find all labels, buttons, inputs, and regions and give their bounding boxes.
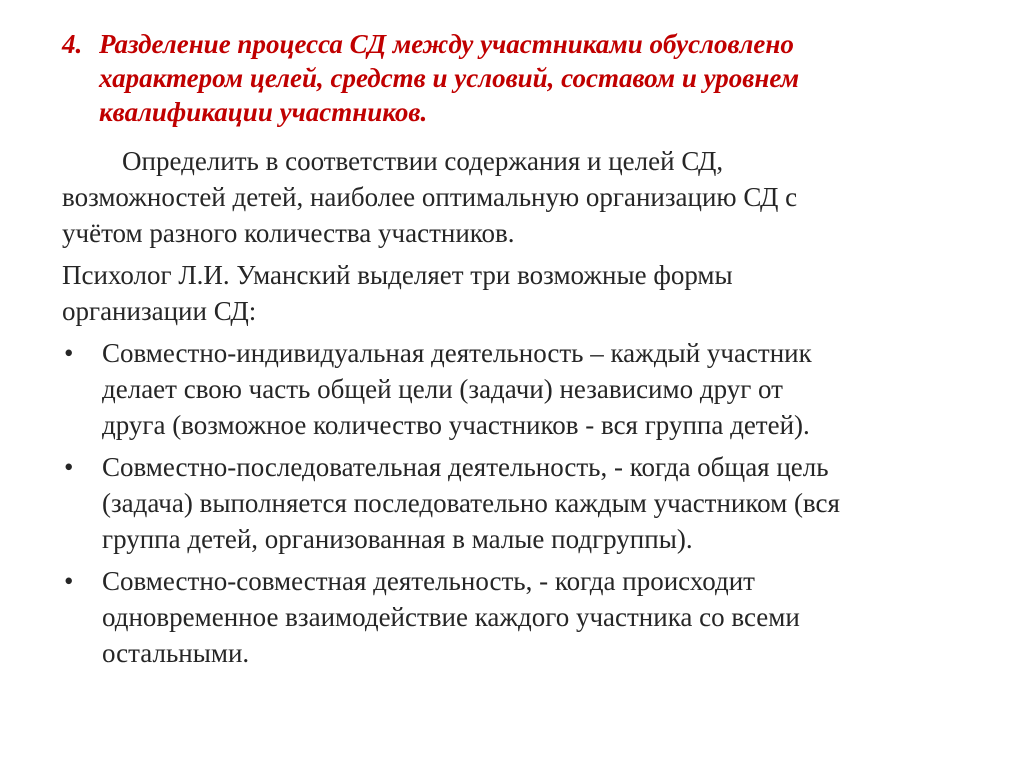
list-item-text [102,563,1002,671]
list-item [62,335,1002,443]
intro-line: возможностей детей, наиболее оптимальную организацию СД с [62,182,798,212]
psychologist-line: Психолог Л.И. Уманский выделяет три возможные формы [62,260,733,290]
list-item-line: остальными. [102,638,250,668]
list-item [62,449,1002,557]
list-item-text [102,335,1002,443]
slide-body [62,143,1002,677]
heading-line: квалификации участников. [99,97,428,127]
intro-paragraph [62,143,1002,251]
list-item-line: одновременное взаимодействие каждого участника со всеми [102,602,800,632]
list-item-line: делает свою часть общей цели (задачи) независимо друг от [102,374,783,404]
psychologist-paragraph [62,257,1002,329]
heading-line: Разделение процесса СД между участниками обусловлено [99,29,794,59]
list-item [62,563,1002,671]
list-item-line: Совместно-последовательная деятельность, - когда общая цель [102,452,829,482]
forms-list [62,335,1002,671]
section-heading [62,27,992,129]
bullet-icon: • [64,452,74,482]
list-item-line: Совместно-совместная деятельность, - когда происходит [102,566,755,596]
intro-line: учётом разного количества участников. [62,218,515,248]
heading-line: характером целей, средств и условий, составом и уровнем [99,63,800,93]
list-item-line: Совместно-индивидуальная деятельность – каждый участник [102,338,812,368]
list-item-text [102,449,1002,557]
heading-number: 4. [62,29,83,59]
psychologist-line: организации СД: [62,296,257,326]
list-item-line: группа детей, организованная в малые подгруппы). [102,524,693,554]
list-item-line: (задача) выполняется последовательно каждым участником (вся [102,488,840,518]
bullet-icon: • [64,566,74,596]
heading-text [99,27,992,129]
intro-line: Определить в соответствии содержания и целей СД, [122,146,724,176]
bullet-icon: • [64,338,74,368]
list-item-line: друга (возможное количество участников - вся группа детей). [102,410,810,440]
